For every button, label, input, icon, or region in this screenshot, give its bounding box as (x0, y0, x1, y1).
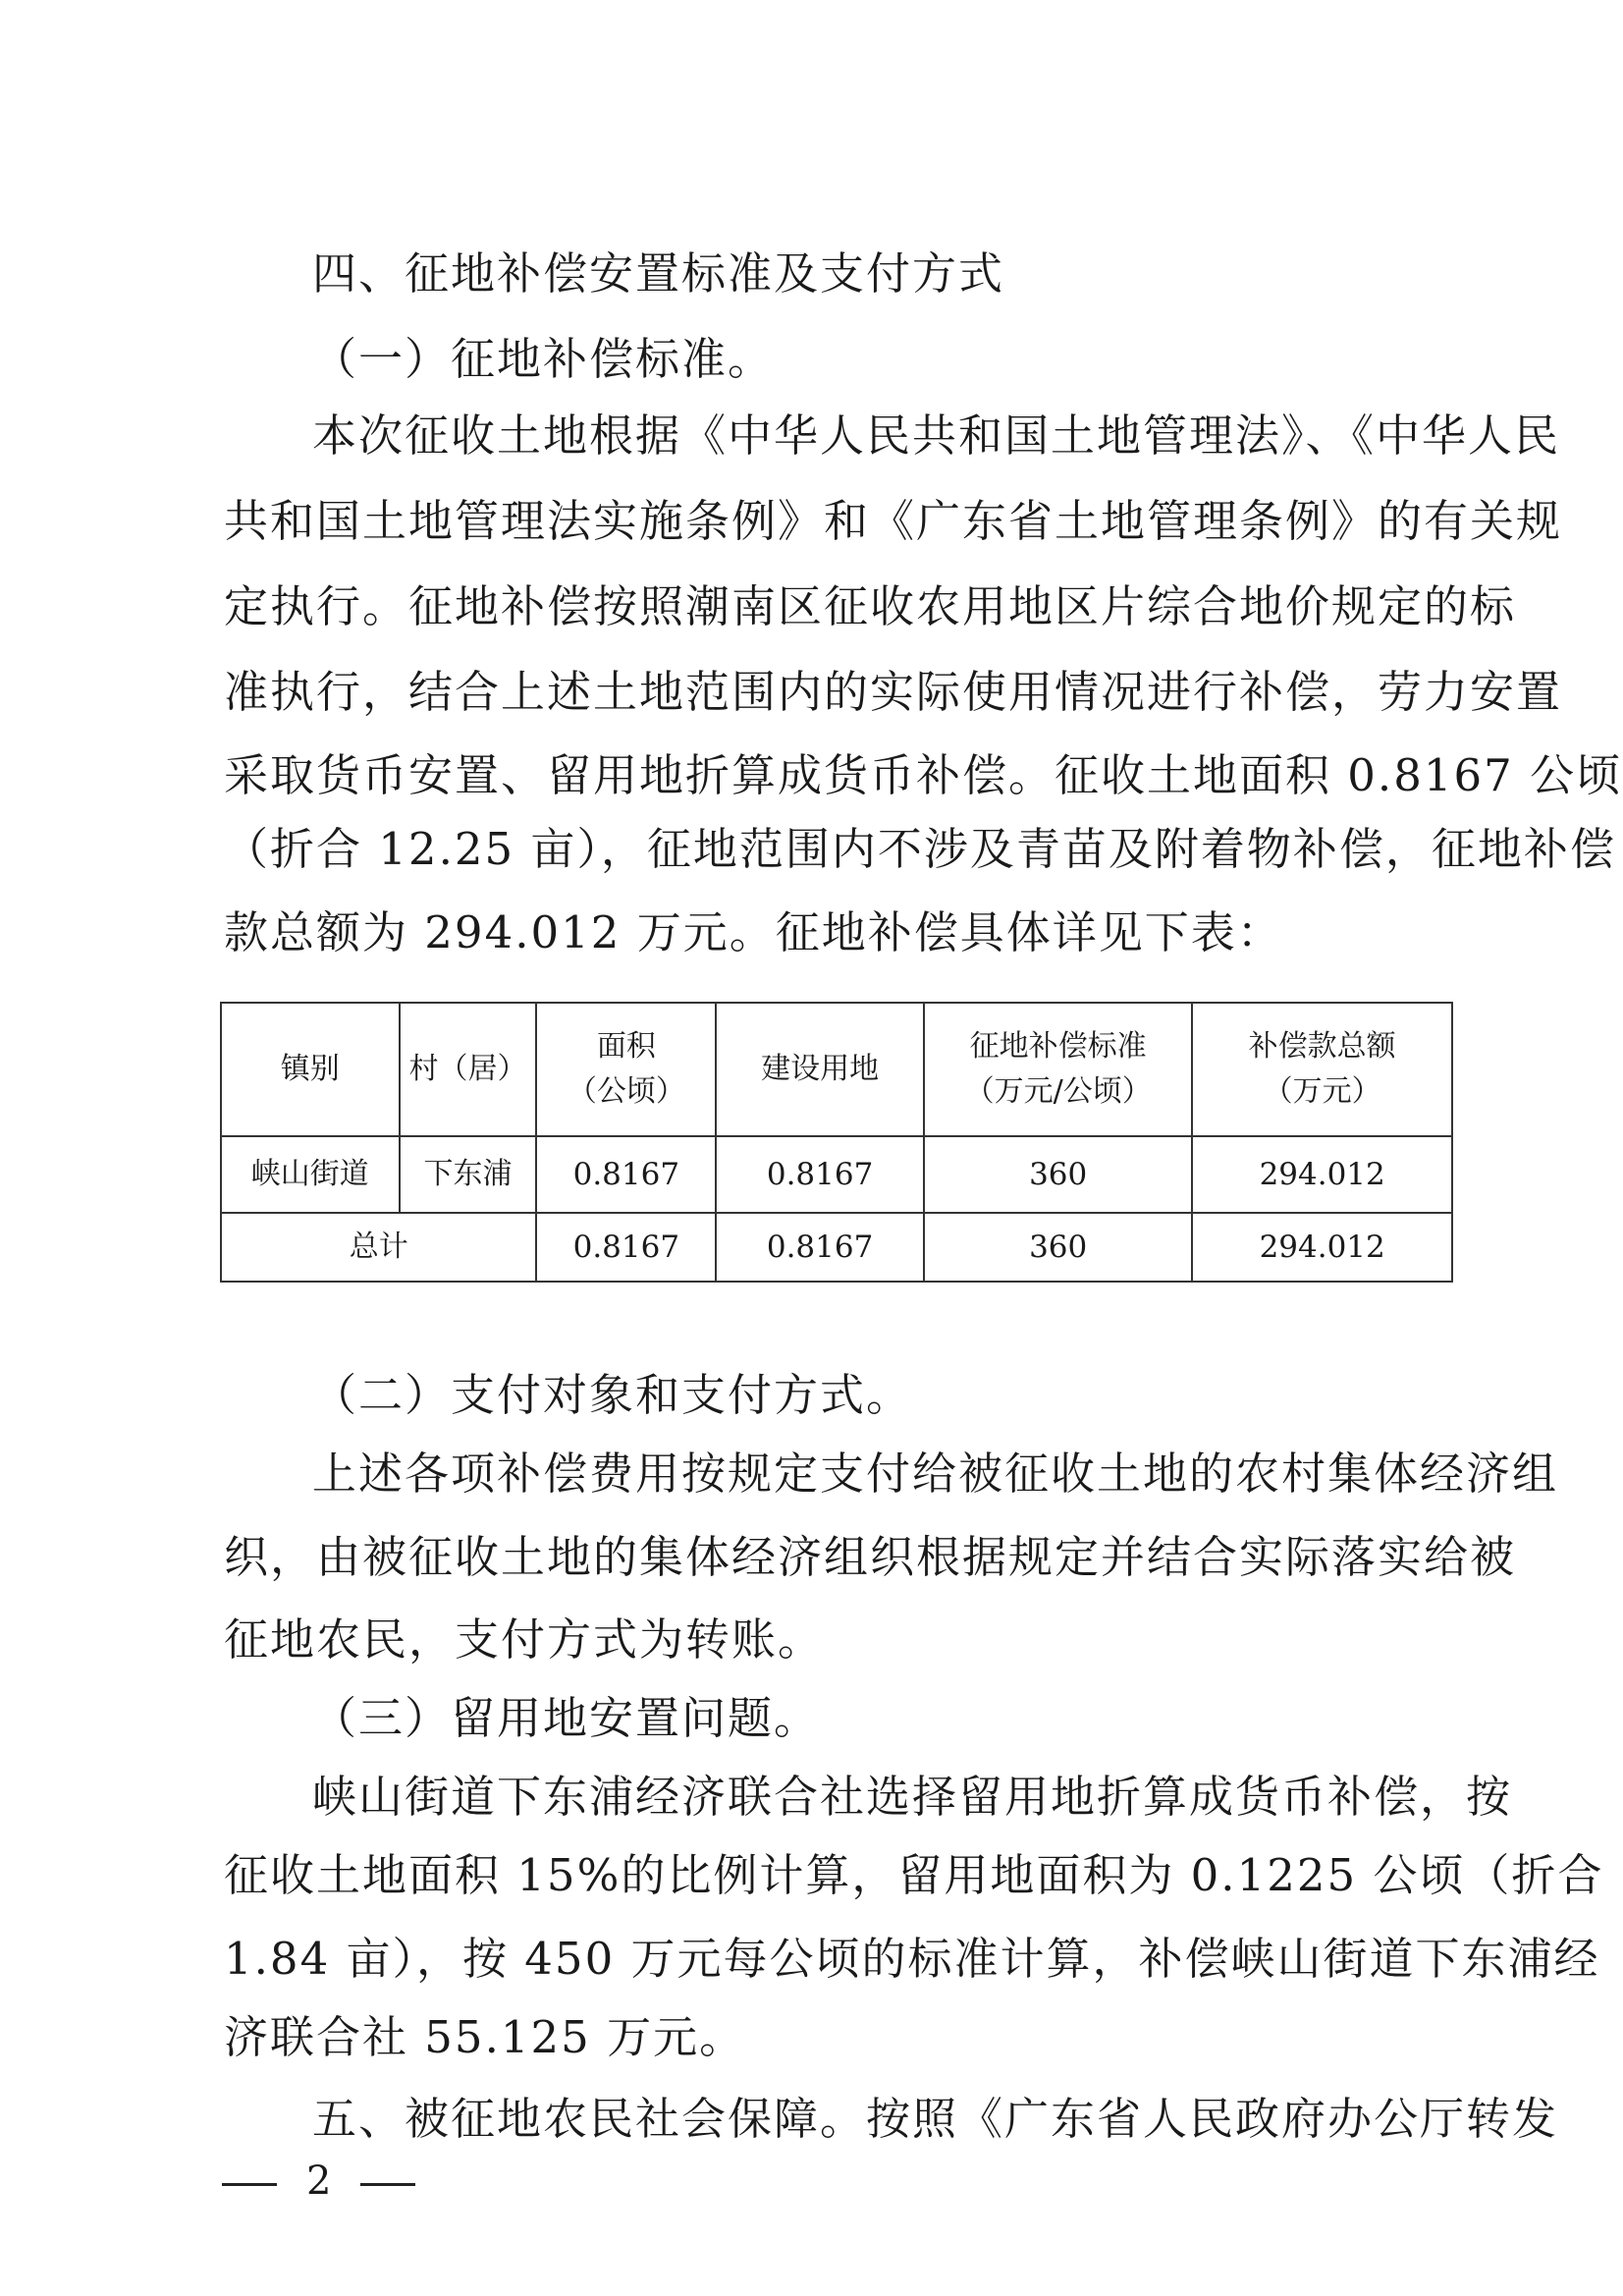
cell-total-label: 总计 (221, 1213, 536, 1282)
header-compensation-standard: 征地补偿标准 （万元/公顷） (924, 1003, 1192, 1136)
paragraph-line: 峡山街道下东浦经济联合社选择留用地折算成货币补偿，按 (312, 1771, 1513, 1823)
paragraph-line: 本次征收土地根据《中华人民共和国土地管理法》、《中华人民 (312, 410, 1561, 462)
subsection-heading-one: （一）征地补偿标准。 (312, 333, 775, 385)
paragraph-line: 采取货币安置、留用地折算成货币补偿。征收土地面积 0.8167 公顷 (224, 749, 1623, 801)
section-heading-four: 四、征地补偿安置标准及支付方式 (312, 247, 1005, 300)
paragraph-line: 济联合社 55.125 万元。 (224, 2011, 746, 2063)
cell-compensation-standard: 360 (924, 1136, 1192, 1213)
paragraph-line: （折合 12.25 亩），征地范围内不涉及青苗及附着物补偿，征地补偿 (224, 823, 1616, 875)
cell-town: 峡山街道 (221, 1136, 400, 1213)
cell-village: 下东浦 (400, 1136, 537, 1213)
dash-left (222, 2183, 277, 2186)
paragraph-line: 织，由被征收土地的集体经济组织根据规定并结合实际落实给被 (224, 1531, 1517, 1583)
section-heading-five: 五、被征地农民社会保障。按照《广东省人民政府办公厅转发 (312, 2093, 1559, 2145)
cell-total-area: 0.8167 (536, 1213, 716, 1282)
table-total-row (221, 1213, 1452, 1282)
header-village: 村（居） (400, 1003, 537, 1136)
dash-right (360, 2183, 415, 2186)
header-area: 面积 （公顷） (536, 1003, 716, 1136)
page-number-footer (222, 2157, 415, 2206)
header-town: 镇别 (221, 1003, 400, 1136)
cell-total-construction-land: 0.8167 (716, 1213, 924, 1282)
cell-total-compensation-standard: 360 (924, 1213, 1192, 1282)
paragraph-line: 定执行。征地补偿按照潮南区征收农用地区片综合地价规定的标 (224, 580, 1517, 632)
table-row (221, 1136, 1452, 1213)
paragraph-line: 准执行，结合上述土地范围内的实际使用情况进行补偿，劳力安置 (224, 666, 1563, 718)
compensation-table (220, 1002, 1453, 1283)
header-compensation-total: 补偿款总额 （万元） (1192, 1003, 1452, 1136)
paragraph-line: 征地农民，支付方式为转账。 (224, 1613, 825, 1666)
cell-total-compensation-total: 294.012 (1192, 1213, 1452, 1282)
paragraph-line: 1.84 亩），按 450 万元每公顷的标准计算，补偿峡山街道下东浦经 (224, 1933, 1600, 1985)
cell-construction-land: 0.8167 (716, 1136, 924, 1213)
paragraph-line: 共和国土地管理法实施条例》和《广东省土地管理条例》的有关规 (224, 495, 1563, 547)
paragraph-line: 上述各项补偿费用按规定支付给被征收土地的农村集体经济组 (312, 1448, 1559, 1500)
paragraph-line: 征收土地面积 15%的比例计算，留用地面积为 0.1225 公顷（折合 (224, 1849, 1604, 1901)
table-header-row (221, 1003, 1452, 1136)
cell-compensation-total: 294.012 (1192, 1136, 1452, 1213)
cell-area: 0.8167 (536, 1136, 716, 1213)
page-number: 2 (306, 2159, 332, 2204)
paragraph-line: 款总额为 294.012 万元。征地补偿具体详见下表： (224, 906, 1283, 958)
header-construction-land: 建设用地 (716, 1003, 924, 1136)
subsection-heading-three: （三）留用地安置问题。 (312, 1692, 821, 1744)
subsection-heading-two: （二）支付对象和支付方式。 (312, 1369, 913, 1421)
